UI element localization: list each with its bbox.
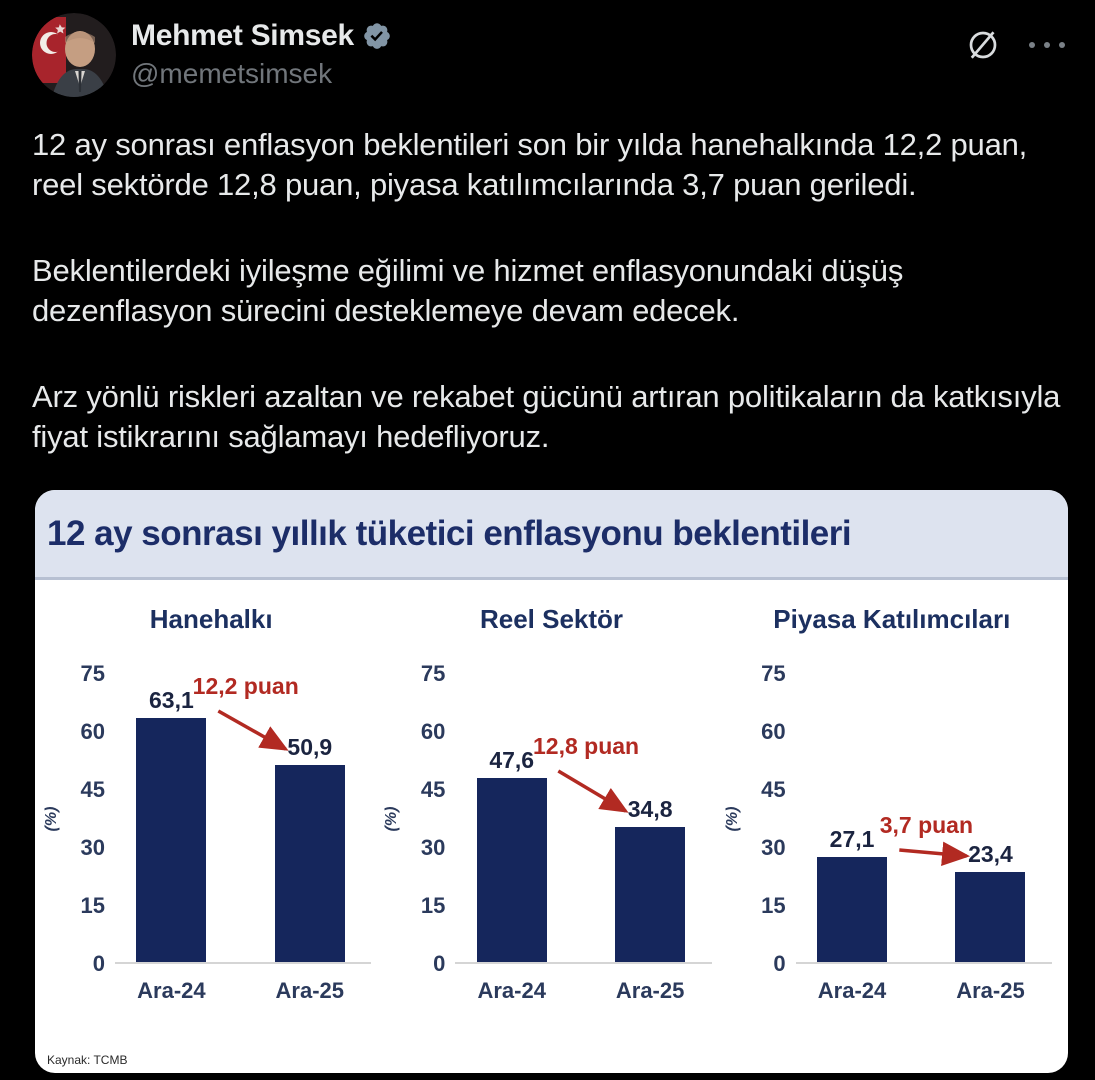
y-tick-label: 30 (761, 835, 786, 860)
bar-value-label: 34,8 (627, 796, 673, 822)
charts-row (35, 580, 1068, 1003)
change-annotation: 12,8 puan (532, 733, 640, 759)
bar-Ara-24 (477, 778, 547, 962)
bar-Ara-25 (275, 765, 345, 962)
y-tick-label: 60 (80, 719, 105, 744)
y-axis-label: (%) (383, 806, 401, 832)
verified-badge-icon (362, 21, 392, 51)
avatar-image (32, 13, 116, 97)
bar-value-label: 63,1 (149, 687, 194, 713)
chart-header (35, 490, 1068, 580)
y-tick-label: 15 (420, 893, 446, 918)
x-tick-label: Ara-24 (817, 978, 887, 1003)
y-tick-label: 45 (80, 777, 105, 802)
tweet-media-chart-card[interactable] (35, 490, 1068, 1073)
bar-Ara-25 (615, 827, 685, 962)
y-axis (407, 661, 455, 976)
tweet-paragraph: 12 ay sonrası enflasyon beklentileri son bir yılda hanehalkında 12,2 puan, reel sektörde 12,8 puan, piyasa katılımcılarında 3,7 puan geriledi. (32, 127, 1028, 202)
bar-value-label: 50,9 (287, 734, 333, 760)
tweet-paragraph: Arz yönlü riskleri azaltan ve rekabet gücünü artıran politikaların da katkısıyla fiyat istikrarını sağlamayı hedefliyoruz. (32, 379, 1061, 454)
y-tick-label: 75 (761, 661, 786, 686)
identity-block (131, 13, 392, 90)
y-tick-label: 15 (761, 893, 786, 918)
y-axis (748, 661, 796, 976)
panel-title: Hanehalkı (149, 604, 273, 634)
y-tick-label: 30 (420, 835, 446, 860)
y-tick-label: 30 (80, 835, 105, 860)
x-tick-label: Ara-24 (477, 978, 546, 1003)
plot-area (455, 674, 711, 1003)
y-tick-label: 60 (761, 719, 786, 744)
x-tick-label: Ara-25 (615, 978, 685, 1003)
y-axis-label: (%) (43, 806, 60, 832)
plot-area (115, 673, 371, 1003)
y-tick-label: 45 (761, 777, 786, 802)
bar-Ara-25 (955, 872, 1025, 962)
bar-value-label: 47,6 (489, 747, 535, 773)
display-name[interactable]: Mehmet Simsek (131, 19, 354, 52)
chart-title: 12 ay sonrası yıllık tüketici enflasyonu beklentileri (47, 513, 852, 553)
plot-area (796, 674, 1052, 1003)
bar-Ara-24 (136, 718, 206, 962)
y-tick-label: 75 (80, 661, 105, 686)
grok-icon[interactable] (965, 27, 1001, 63)
y-tick-label: 45 (420, 777, 446, 802)
y-tick-label: 0 (92, 951, 105, 976)
more-ellipsis-icon[interactable] (1027, 36, 1067, 54)
change-annotation: 3,7 puan (879, 812, 974, 838)
header-actions (965, 13, 1067, 63)
chart-panel-hanehalki (41, 580, 381, 1003)
avatar[interactable] (32, 13, 116, 97)
y-tick-label: 75 (420, 661, 446, 686)
panel-title: Reel Sektör (479, 604, 624, 634)
y-tick-label: 15 (80, 893, 105, 918)
y-tick-label: 0 (433, 951, 446, 976)
chart-source: Kaynak: TCMB (47, 1053, 128, 1067)
y-tick-label: 60 (420, 719, 446, 744)
bar-Ara-24 (817, 857, 887, 962)
x-tick-label: Ara-24 (137, 978, 206, 1003)
chart-panel-piyasa-katilimcilari (722, 580, 1062, 1003)
y-axis (67, 661, 115, 976)
user-handle[interactable]: @memetsimsek (131, 58, 333, 89)
change-annotation: 12,2 puan (192, 673, 299, 699)
tweet-paragraph: Beklentilerdeki iyileşme eğilimi ve hizmet enflasyonundaki düşüş dezenflasyon sürecini desteklemeye devam edecek. (32, 253, 904, 328)
chart-panel-reel-sektor (381, 580, 721, 1003)
y-tick-label: 0 (773, 951, 786, 976)
panel-title: Piyasa Katılımcıları (773, 604, 1011, 634)
tweet-text (32, 125, 1067, 457)
x-tick-label: Ara-25 (275, 978, 345, 1003)
tweet-header (0, 0, 1095, 97)
x-tick-label: Ara-25 (956, 978, 1025, 1003)
bar-value-label: 27,1 (829, 826, 875, 852)
bar-value-label: 23,4 (968, 841, 1013, 867)
y-axis-label: (%) (723, 806, 741, 832)
